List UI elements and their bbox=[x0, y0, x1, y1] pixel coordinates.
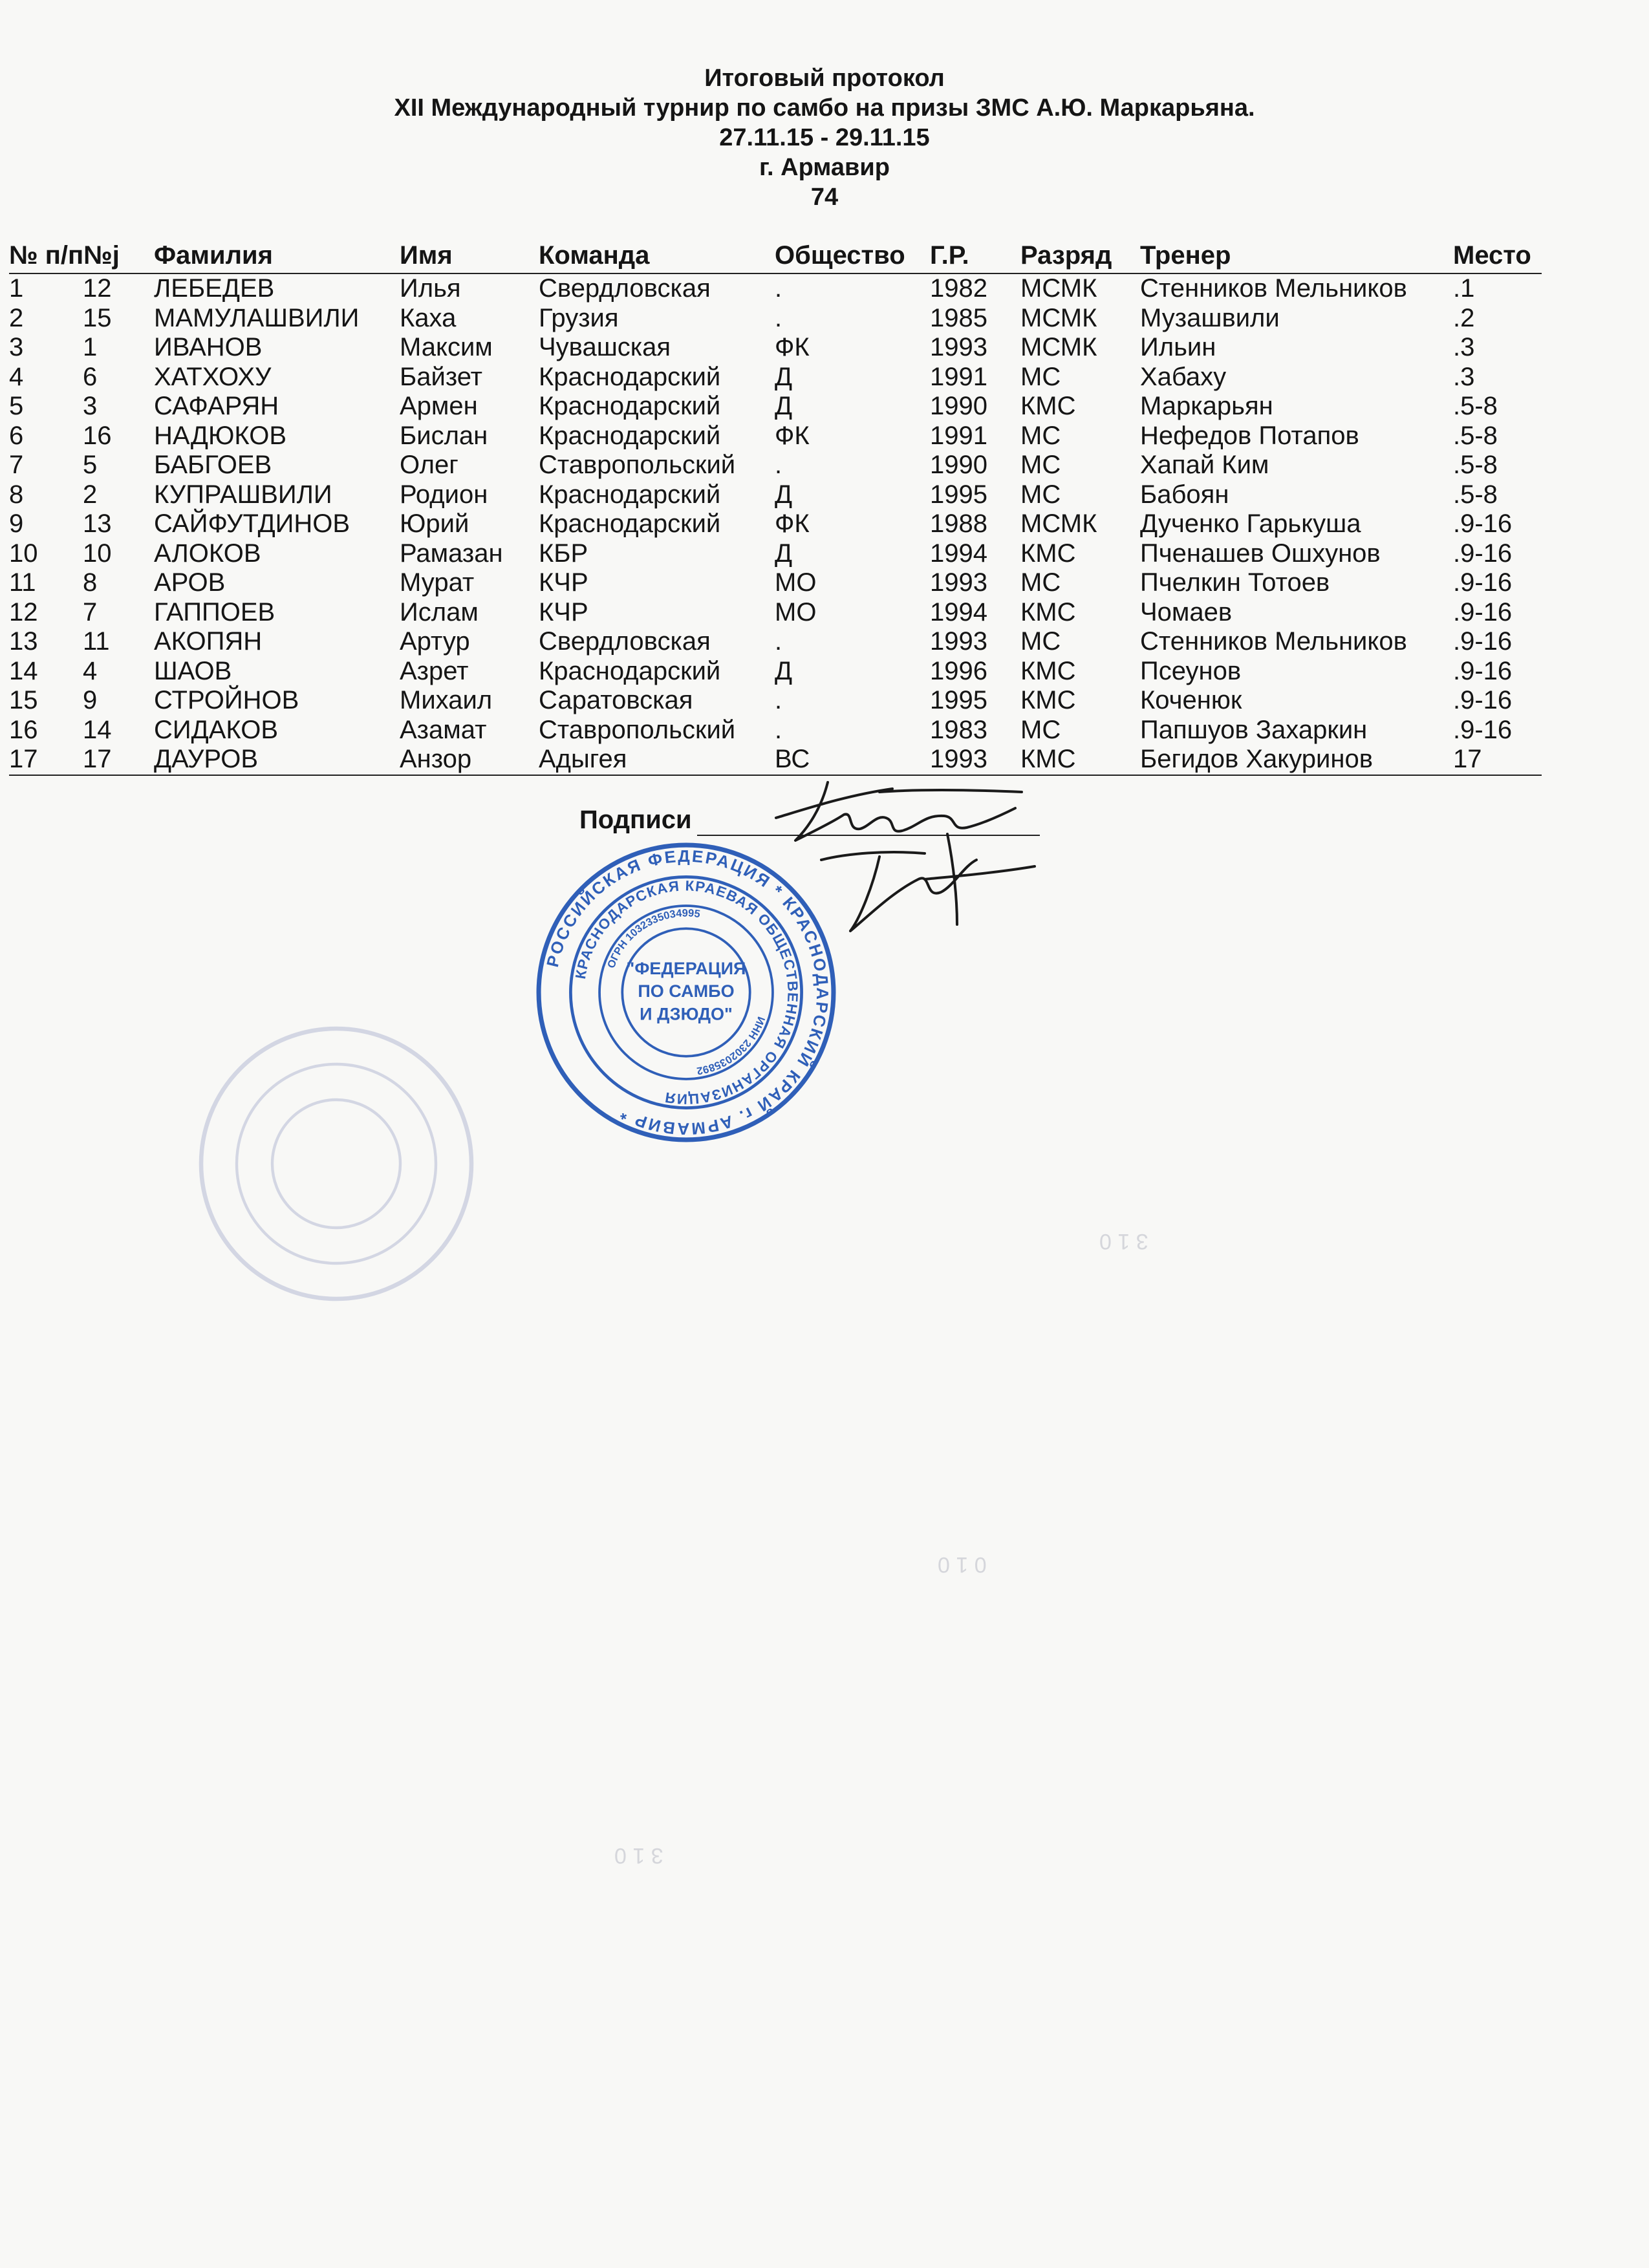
stamp-inn: ИНН 2302035892 bbox=[695, 1014, 767, 1077]
table-cell: 6 bbox=[9, 421, 24, 450]
table-cell: Папшуов Захаркин bbox=[1140, 715, 1368, 744]
table-cell: 8 bbox=[9, 480, 24, 509]
table-cell: 1994 bbox=[930, 539, 987, 568]
table-cell: Пчелкин Тотоев bbox=[1140, 568, 1330, 597]
table-cell: КБР bbox=[539, 539, 588, 568]
table-cell: . bbox=[775, 715, 782, 744]
table-row bbox=[9, 392, 1542, 422]
table-cell: 14 bbox=[83, 715, 112, 744]
table-cell: Д bbox=[775, 362, 793, 391]
table-row bbox=[9, 451, 1542, 480]
table-cell: МО bbox=[775, 597, 817, 626]
stamp-outer-text: РОССИЙСКАЯ ФЕДЕРАЦИЯ * КРАСНОДАРСКИЙ КРАЙ г. АРМАВИР * bbox=[543, 847, 832, 1138]
table-cell: .9-16 bbox=[1453, 715, 1513, 744]
column-header: Команда bbox=[539, 239, 775, 273]
table-cell: Юрий bbox=[400, 509, 469, 539]
table-cell: .9-16 bbox=[1453, 686, 1513, 715]
table-row bbox=[9, 422, 1542, 451]
table-cell: Ставропольский bbox=[539, 715, 736, 744]
table-cell: Мурат bbox=[400, 568, 475, 597]
table-cell: Свердловская bbox=[539, 627, 711, 656]
table-cell: 1985 bbox=[930, 303, 987, 332]
table-cell: МС bbox=[1020, 627, 1061, 656]
table-cell: Каха bbox=[400, 303, 457, 332]
table-row bbox=[9, 657, 1542, 687]
table-cell: 9 bbox=[9, 509, 24, 539]
table-cell: 7 bbox=[83, 597, 98, 626]
table-cell: . bbox=[775, 303, 782, 332]
table-row bbox=[9, 509, 1542, 539]
table-cell: Армен bbox=[400, 392, 478, 421]
table-cell: КМС bbox=[1020, 392, 1076, 421]
table-cell: МС bbox=[1020, 421, 1061, 450]
table-cell: .9-16 bbox=[1453, 509, 1513, 539]
table-row bbox=[9, 333, 1542, 363]
table-cell: 4 bbox=[9, 362, 24, 391]
table-cell: .9-16 bbox=[1453, 656, 1513, 685]
table-cell: .9-16 bbox=[1453, 597, 1513, 626]
table-cell: Рамазан bbox=[400, 539, 503, 568]
column-header: Тренер bbox=[1140, 239, 1453, 273]
table-cell: Ставропольский bbox=[539, 451, 736, 480]
table-cell: БАБГОЕВ bbox=[154, 451, 272, 480]
table-cell: Адыгея bbox=[539, 745, 775, 775]
table-cell: САФАРЯН bbox=[154, 392, 279, 421]
table-cell: 3 bbox=[9, 333, 24, 362]
table-cell: Максим bbox=[400, 333, 493, 362]
table-cell: 1995 bbox=[930, 480, 987, 509]
table-cell: Илья bbox=[400, 274, 461, 303]
table-cell: КУПРАШВИЛИ bbox=[154, 480, 332, 509]
table-cell: Азамат bbox=[400, 715, 487, 744]
table-cell: ФК bbox=[775, 333, 810, 362]
table-cell: 1996 bbox=[930, 656, 987, 685]
table-cell: КЧР bbox=[539, 568, 588, 597]
column-header: Место bbox=[1453, 239, 1542, 273]
table-cell: Олег bbox=[400, 451, 458, 480]
table-cell: НАДЮКОВ bbox=[154, 421, 287, 450]
table-cell: Ильин bbox=[1140, 333, 1216, 362]
table-cell: Краснодарский bbox=[539, 480, 721, 509]
table-cell: Саратовская bbox=[539, 686, 693, 715]
table-cell: ВС bbox=[775, 745, 930, 775]
document-title: Итоговый протокол bbox=[704, 65, 945, 92]
table-cell: Чувашская bbox=[539, 333, 671, 362]
table-cell: 4 bbox=[83, 656, 98, 685]
signatures-label: Подписи bbox=[579, 806, 692, 834]
table-cell: . bbox=[775, 627, 782, 656]
table-cell: 10 bbox=[83, 539, 112, 568]
table-cell: Музашвили bbox=[1140, 303, 1280, 332]
column-header: Г.Р. bbox=[930, 239, 1020, 273]
stamp-center-line: ПО САМБО bbox=[638, 981, 735, 1001]
table-cell: Чомаев bbox=[1140, 597, 1233, 626]
table-cell: 1983 bbox=[930, 715, 987, 744]
table-cell: .3 bbox=[1453, 362, 1475, 391]
table-row bbox=[9, 568, 1542, 598]
table-cell: Грузия bbox=[539, 303, 619, 332]
table-cell: 6 bbox=[83, 362, 98, 391]
table-cell: Д bbox=[775, 480, 793, 509]
table-cell: Коченюк bbox=[1140, 686, 1242, 715]
table-row bbox=[9, 273, 1542, 304]
table-cell: .9-16 bbox=[1453, 539, 1513, 568]
table-cell: МО bbox=[775, 568, 817, 597]
table-cell: САЙФУТДИНОВ bbox=[154, 509, 350, 539]
table-cell: .9-16 bbox=[1453, 568, 1513, 597]
table-cell: 12 bbox=[9, 597, 38, 626]
handwritten-signature bbox=[731, 769, 1067, 970]
table-row bbox=[9, 716, 1542, 745]
table-cell: АКОПЯН bbox=[154, 627, 263, 656]
table-cell: .2 bbox=[1453, 303, 1475, 332]
table-cell: МСМК bbox=[1020, 509, 1097, 539]
table-cell: 17 bbox=[9, 745, 83, 775]
table-cell: 13 bbox=[83, 509, 112, 539]
table-cell: Краснодарский bbox=[539, 362, 721, 391]
table-cell: 16 bbox=[83, 421, 112, 450]
table-cell: КМС bbox=[1020, 597, 1076, 626]
table-cell: Стенников Мельников bbox=[1140, 274, 1407, 303]
table-cell: 2 bbox=[9, 303, 24, 332]
table-row bbox=[9, 304, 1542, 334]
bleed-through-stamp bbox=[194, 1022, 479, 1306]
table-cell: 5 bbox=[9, 392, 24, 421]
table-cell: .5-8 bbox=[1453, 392, 1498, 421]
bleed-through-text: 3 1 0 bbox=[1099, 1229, 1148, 1254]
table-cell: 9 bbox=[83, 686, 98, 715]
table-cell: 1993 bbox=[930, 568, 987, 597]
table-cell: АЛОКОВ bbox=[154, 539, 261, 568]
table-cell: МСМК bbox=[1020, 333, 1097, 362]
table-cell: КЧР bbox=[539, 597, 588, 626]
table-row bbox=[9, 686, 1542, 716]
table-cell: . bbox=[775, 274, 782, 303]
table-cell: .9-16 bbox=[1453, 627, 1513, 656]
tournament-name: XII Международный турнир по самбо на призы ЗМС А.Ю. Маркарьяна. bbox=[394, 94, 1255, 122]
table-cell: 1991 bbox=[930, 421, 987, 450]
column-header: Общество bbox=[775, 239, 930, 273]
table-cell: 1982 bbox=[930, 274, 987, 303]
table-cell: ДАУРОВ bbox=[154, 745, 400, 775]
table-cell: ФК bbox=[775, 509, 810, 539]
table-cell: 12 bbox=[83, 274, 112, 303]
table-cell: КМС bbox=[1020, 686, 1076, 715]
table-cell: ИВАНОВ bbox=[154, 333, 263, 362]
column-header: Фамилия bbox=[154, 239, 400, 273]
results-table bbox=[9, 239, 1542, 776]
table-cell: Артур bbox=[400, 627, 470, 656]
table-cell: Хабаху bbox=[1140, 362, 1227, 391]
table-cell: 11 bbox=[9, 568, 36, 597]
table-cell: . bbox=[775, 451, 782, 480]
table-cell: МС bbox=[1020, 568, 1061, 597]
table-cell: КМС bbox=[1020, 745, 1140, 775]
column-header: № п/п№j bbox=[9, 239, 154, 273]
table-cell: . bbox=[775, 686, 782, 715]
table-cell: 1995 bbox=[930, 686, 987, 715]
table-cell: 1994 bbox=[930, 597, 987, 626]
table-cell: .5-8 bbox=[1453, 480, 1498, 509]
stamp-center-line: И ДЗЮДО" bbox=[640, 1004, 733, 1024]
bleed-through-text: 3 1 0 bbox=[614, 1843, 663, 1868]
table-cell: Бабоян bbox=[1140, 480, 1229, 509]
weight-category: 74 bbox=[810, 184, 839, 211]
table-cell: Бислан bbox=[400, 421, 488, 450]
table-cell: Псеунов bbox=[1140, 656, 1242, 685]
table-cell: 1993 bbox=[930, 745, 1020, 775]
table-row bbox=[9, 539, 1542, 569]
table-cell: Пченашев Ошхунов bbox=[1140, 539, 1381, 568]
table-header-row bbox=[9, 239, 1542, 273]
table-cell: 10 bbox=[9, 539, 38, 568]
table-cell: 1990 bbox=[930, 392, 987, 421]
table-cell: КМС bbox=[1020, 656, 1076, 685]
table-cell: Краснодарский bbox=[539, 509, 721, 539]
table-cell: Бегидов Хакуринов bbox=[1140, 745, 1453, 775]
table-cell: 1991 bbox=[930, 362, 987, 391]
table-cell: 16 bbox=[9, 715, 38, 744]
table-cell: Свердловская bbox=[539, 274, 711, 303]
column-header: Имя bbox=[400, 239, 539, 273]
table-cell: МСМК bbox=[1020, 303, 1097, 332]
table-cell: 15 bbox=[9, 686, 38, 715]
table-cell: Д bbox=[775, 656, 793, 685]
table-cell: Байзет bbox=[400, 362, 482, 391]
table-row bbox=[9, 480, 1542, 510]
table-cell: 8 bbox=[83, 568, 98, 597]
table-cell: МАМУЛАШВИЛИ bbox=[154, 303, 360, 332]
table-cell: 1990 bbox=[930, 451, 987, 480]
table-cell: 11 bbox=[83, 627, 110, 656]
table-cell: МСМК bbox=[1020, 274, 1097, 303]
table-cell: МС bbox=[1020, 480, 1061, 509]
table-cell: 13 bbox=[9, 627, 38, 656]
table-cell: Дученко Гарькуша bbox=[1140, 509, 1361, 539]
table-cell: .3 bbox=[1453, 333, 1475, 362]
table-cell: Хапай Ким bbox=[1140, 451, 1269, 480]
table-cell: Краснодарский bbox=[539, 392, 721, 421]
bleed-through-text: 0 1 0 bbox=[938, 1552, 987, 1577]
table-cell: Д bbox=[775, 539, 793, 568]
table-cell: Родион bbox=[400, 480, 488, 509]
table-cell: Азрет bbox=[400, 656, 469, 685]
document-header bbox=[0, 63, 1649, 212]
tournament-dates: 27.11.15 - 29.11.15 bbox=[719, 124, 930, 151]
table-cell: 15 bbox=[83, 303, 112, 332]
table-cell: .5-8 bbox=[1453, 451, 1498, 480]
table-cell: Нефедов Потапов bbox=[1140, 421, 1359, 450]
table-cell: АРОВ bbox=[154, 568, 226, 597]
table-cell: Краснодарский bbox=[539, 421, 721, 450]
table-cell: Д bbox=[775, 392, 793, 421]
table-cell: Маркарьян bbox=[1140, 392, 1273, 421]
table-row bbox=[9, 627, 1542, 657]
table-cell: 5 bbox=[83, 451, 98, 480]
table-cell: Краснодарский bbox=[539, 656, 721, 685]
table-cell: МС bbox=[1020, 715, 1061, 744]
table-row bbox=[9, 598, 1542, 628]
table-cell: 2 bbox=[83, 480, 98, 509]
table-cell: Стенников Мельников bbox=[1140, 627, 1407, 656]
table-cell: ШАОВ bbox=[154, 656, 232, 685]
table-cell: 17 bbox=[1453, 745, 1542, 775]
tournament-city: г. Армавир bbox=[759, 154, 890, 181]
table-cell: 17 bbox=[83, 745, 154, 775]
table-cell: .5-8 bbox=[1453, 421, 1498, 450]
table-cell: Ислам bbox=[400, 597, 479, 626]
table-cell: МС bbox=[1020, 362, 1061, 391]
table-cell: Анзор bbox=[400, 745, 539, 775]
table-cell: ЛЕБЕДЕВ bbox=[154, 274, 275, 303]
stamp-inner-ring-text: КРАСНОДАРСКАЯ КРАЕВАЯ ОБЩЕСТВЕННАЯ ОРГАНИЗАЦИЯ bbox=[572, 877, 801, 1107]
table-cell: ХАТХОХУ bbox=[154, 362, 272, 391]
table-cell: СИДАКОВ bbox=[154, 715, 279, 744]
table-cell: 1993 bbox=[930, 333, 987, 362]
table-cell: ГАППОЕВ bbox=[154, 597, 275, 626]
column-header: Разряд bbox=[1020, 239, 1140, 273]
table-cell: МС bbox=[1020, 451, 1061, 480]
stamp-center-line: "ФЕДЕРАЦИЯ bbox=[626, 958, 746, 978]
table-cell: 1988 bbox=[930, 509, 987, 539]
table-cell: 14 bbox=[9, 656, 38, 685]
table-cell: 1993 bbox=[930, 627, 987, 656]
table-cell: 1 bbox=[9, 274, 24, 303]
table-cell: .1 bbox=[1453, 274, 1475, 303]
table-cell: 1 bbox=[83, 333, 98, 362]
table-cell: 7 bbox=[9, 451, 24, 480]
table-cell: СТРОЙНОВ bbox=[154, 686, 299, 715]
table-row bbox=[9, 363, 1542, 392]
table-cell: Михаил bbox=[400, 686, 493, 715]
table-cell: КМС bbox=[1020, 539, 1076, 568]
stamp-ogrn: ОГРН 1032335034995 bbox=[605, 907, 701, 970]
table-cell: ФК bbox=[775, 421, 810, 450]
table-cell: 3 bbox=[83, 392, 98, 421]
